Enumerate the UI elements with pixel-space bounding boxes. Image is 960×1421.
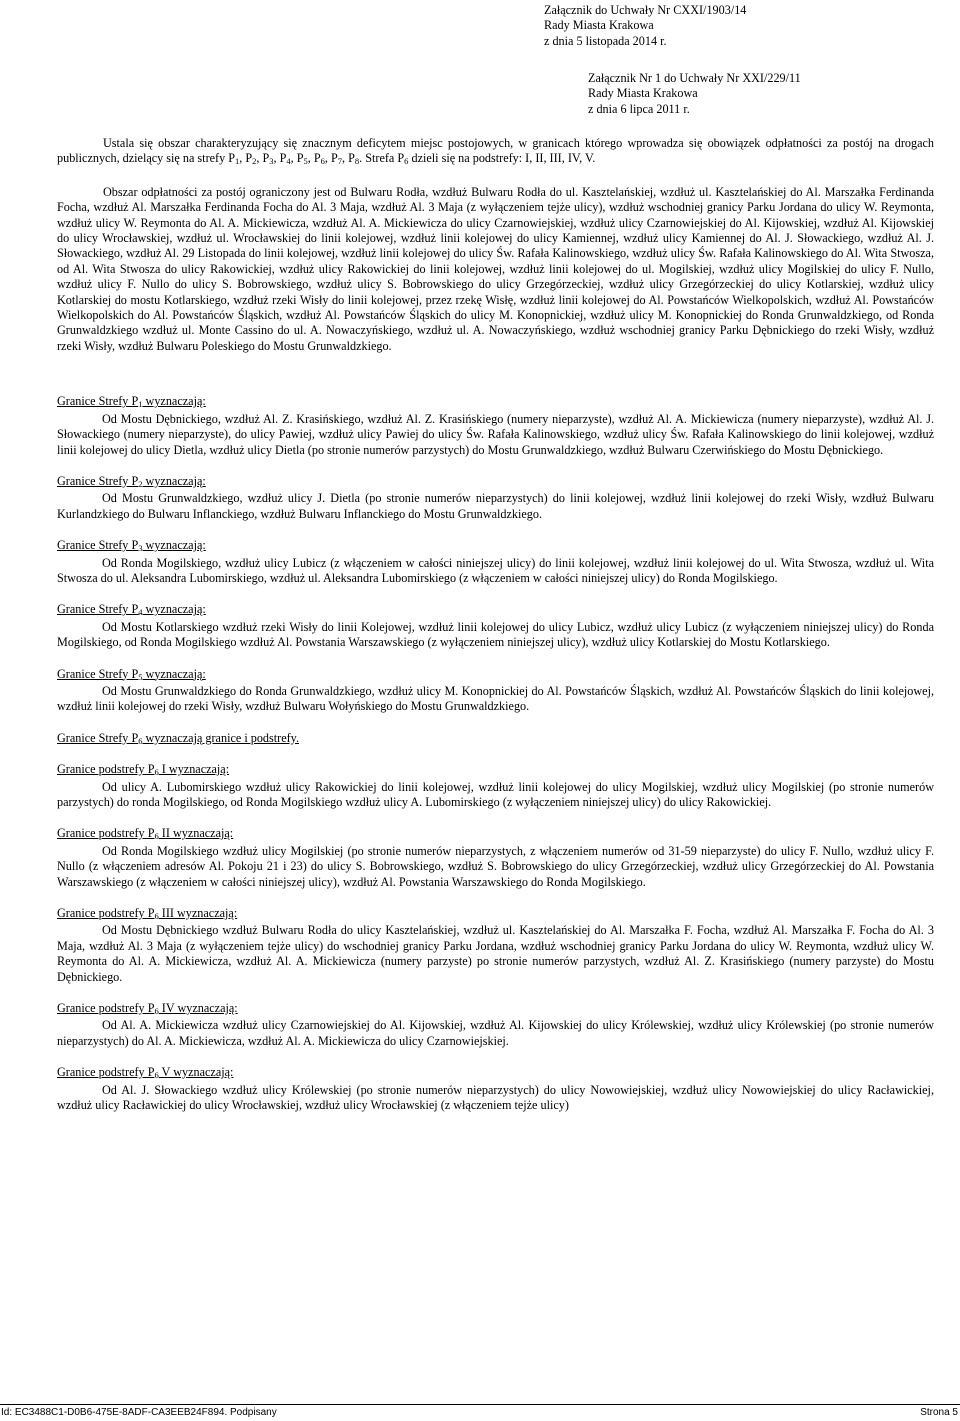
zone-section: [57, 602, 934, 650]
zone-heading: Granice podstrefy $P_6$ II wyznaczają:: [57, 826, 234, 842]
zone-boundary-text: Od Al. J. Słowackiego wzdłuż ulicy Królewskiej (po stronie numerów nieparzystych) do ulicy Nowowiejskiej, wzdłuż ulicy Nowowiejskiej do ulicy Racławickiej, wzdłuż ulicy Racławickiej do ulicy Wrocławskiej, wzdłuż ulicy Wrocławskiej (z włączeniem tejże ulicy): [57, 1082, 934, 1113]
zone-section: [57, 394, 934, 458]
page-number: Strona 5: [920, 1407, 958, 1418]
document-body: [57, 136, 934, 1130]
zone-section: [57, 762, 934, 810]
zone-boundary-text: Od Mostu Dębnickiego wzdłuż Bulwaru Rodła do ulicy Kasztelańskiej, wzdłuż ul. Kasztelańskiej do Al. Marszałka F. Focha, wzdłuż Al. Marszałka F. Focha do Al. 3 Maja, wzdłuż Al. 3 Maja (z wyłączeniem tejże ulicy) do wschodniej granicy Parku Jordana, wzdłuż wschodniej granicy Parku Jordana do ulicy W. Reymonta, wzdłuż ulicy W. Reymonta do Al. A. Mickiewicza, wzdłuż Al. A. Mickiewicza (numery parzyste) po stronie numerów parzystych, wzdłuż Al. Z. Krasińskiego (numery parzyste) do Mostu Dębnickiego.: [57, 923, 934, 984]
header-line: Załącznik Nr 1 do Uchwały Nr XXI/229/11: [588, 71, 801, 85]
header-line: Załącznik do Uchwały Nr CXXI/1903/14: [544, 3, 747, 17]
paid-zone-border-paragraph: Obszar odpłatności za postój ograniczony jest od Bulwaru Rodła, wzdłuż Bulwaru Rodła do ul. Kasztelańskiej, wzdłuż ul. Kasztelańskiej do Al. Marszałka Ferdinanda Focha, wzdłuż Al. Marszałka Ferdinanda Focha do Al. 3 Maja, wzdłuż Al. 3 Maja (z wyłączeniem tejże ulicy), wzdłuż wschodniej granicy Parku Jordana do ulicy W. Reymonta, wzdłuż ulicy W. Reymonta do Al. A. Mickiewicza, wzdłuż Al. A. Mickiewicza do ulicy Czarnowiejskiej, wzdłuż ulicy Czarnowiejskiej do Al. Kijowskiej, wzdłuż Al. Kijowskiej do ulicy Wrocławskiej, wzdłuż ul. Wrocławskiej do linii kolejowej, wzdłuż linii kolejowej do ulicy Kamiennej, wzdłuż ulicy Kamiennej do Al. J. Słowackiego, wzdłuż Al. J. Słowackiego, wzdłuż Al. 29 Listopada do linii kolejowej, wzdłuż linii kolejowej do ulicy Św. Rafała Kalinowskiego, wzdłuż ulicy Św. Rafała Kalinowskiego do Al. Wita Stwosza, od Al. Wita Stwosza do ulicy Rakowickiej, wzdłuż ulicy Rakowickiej do linii kolejowej, wzdłuż linii kolejowej do ul. Mogilskiej, wzdłuż ulicy Mogilskiej do ulicy F. Nullo, wzdłuż ulicy F. Nullo do ulicy S. Bobrowskiego, wzdłuż ulicy S. Bobrowskiego do ulicy Grzegórzeckiej, wzdłuż ulicy Grzegórzeckiej do ulicy Kotlarskiej, wzdłuż ulicy Kotlarskiej do mostu Kotlarskiego, wzdłuż rzeki Wisły do linii kolejowej, przez rzekę Wisłę, wzdłuż linii kolejowej do Al. Powstańców Wielkopolskich, wzdłuż Al. Powstańców Wielkopolskich do Al. Powstańców Śląskich, wzdłuż Al. Powstańców Śląskich do ulicy M. Konopnickiej, wzdłuż ulicy M. Konopnickiej do Ronda Grunwaldzkiego, od Ronda Grunwaldzkiego wzdłuż ul. Monte Cassino do ul. A. Nowaczyńskiego, wzdłuż ul. A. Nowaczyńskiego, wzdłuż wschodniej granicy Parku Dębnickiego do rzeki Wisły, wzdłuż rzeki Wisły, wzdłuż Bulwaru Poleskiego do Mostu Grunwaldzkiego.: [57, 184, 934, 353]
zone-section: [57, 538, 934, 586]
zone-boundary-text: Od Mostu Grunwaldzkiego, wzdłuż ulicy J. Dietla (po stronie numerów nieparzystych) do linii kolejowej, wzdłuż linii kolejowej do rzeki Wisły, wzdłuż Bulwaru Kurlandzkiego do Bulwaru Inflanckiego, wzdłuż Bulwaru Inflanckiego do Mostu Grunwaldzkiego.: [57, 491, 934, 521]
attachment-header: [544, 3, 746, 49]
zone-heading: Granice Strefy $P_3$ wyznaczają:: [57, 538, 206, 554]
zone-heading: Granice podstrefy $P_6$ III wyznaczają:: [57, 906, 238, 922]
zone-heading: Granice podstrefy $P_6$ IV wyznaczają:: [57, 1001, 238, 1017]
header-line: Rady Miasta Krakowa: [544, 18, 654, 33]
header-line: z dnia 5 listopada 2014 r.: [544, 33, 667, 48]
zone-section: [57, 906, 934, 985]
zone-heading: Granice Strefy $P_4$ wyznaczają:: [57, 602, 206, 618]
zone-section: [57, 731, 934, 746]
zone-sections: [57, 394, 934, 1113]
zone-section: [57, 1001, 934, 1049]
zone-heading: Granice podstrefy $P_6$ V wyznaczają:: [57, 1065, 234, 1081]
page-footer: [0, 1404, 960, 1421]
original-attachment-header: [588, 71, 801, 117]
zone-heading: Granice Strefy $P_1$ wyznaczają:: [57, 394, 206, 410]
header-line: z dnia 6 lipca 2011 r.: [588, 101, 690, 116]
zone-heading: Granice podstrefy $P_6$ I wyznaczają:: [57, 762, 230, 778]
document-id: Id: EC3488C1-D0B6-475E-8ADF-CA3EEB24F894. Podpisany: [1, 1407, 277, 1418]
zone-heading: Granice Strefy $P_5$ wyznaczają:: [57, 666, 206, 682]
zone-section: [57, 1065, 934, 1113]
zone-section: [57, 474, 934, 522]
zone-boundary-text: Od Ronda Mogilskiego, wzdłuż ulicy Lubicz (z włączeniem w całości niniejszej ulicy) do linii kolejowej, wzdłuż linii kolejowej do ul. Wita Stwosza, wzdłuż ul. Wita Stwosza do ul. Aleksandra Lubomirskiego, wzdłuż ul. Aleksandra Lubomirskiego (z włączeniem w całości niniejszej ulicy) do Ronda Mogilskiego.: [57, 555, 934, 585]
zone-boundary-text: Od ulicy A. Lubomirskiego wzdłuż ulicy Rakowickiej do linii kolejowej, wzdłuż linii kolejowej do ulicy Mogilskiej, wzdłuż ulicy Mogilskiej (po stronie numerów parzystych) do ronda Mogilskiego, od Ronda Mogilskiego wzdłuż ulicy A. Lubomirskiego (z wyłączeniem niniejszej ulicy) do ulicy Rakowickiej.: [57, 779, 934, 809]
zone-boundary-text: Od Mostu Grunwaldzkiego do Ronda Grunwaldzkiego, wzdłuż ulicy M. Konopnickiej do Al. Powstańców Śląskich, wzdłuż Al. Powstańców Śląskich do linii kolejowej, wzdłuż linii kolejowej do rzeki Wisły, wzdłuż Bulwaru Wołyńskiego do Mostu Grunwaldzkiego.: [57, 683, 934, 714]
header-line: Rady Miasta Krakowa: [588, 86, 698, 101]
zone-section: [57, 667, 934, 715]
intro-paragraph: Ustala się obszar charakteryzujący się znacznym deficytem miejsc postojowych, w granicach którego wprowadza się obowiązek odpłatności za postój na drogach publicznych, dzielący się na strefy $P_1$, $P_2$, $P_3$, $P_4$, $P_5$, $P_6$, $P_7$, $P_8$. Strefa $P_6$ dzieli się na podstrefy: I, II, III, IV, V.: [57, 136, 934, 167]
zone-heading: Granice Strefy $P_6$ wyznaczają granice i podstrefy.: [57, 730, 300, 746]
zone-boundary-text: Od Mostu Kotlarskiego wzdłuż rzeki Wisły do linii Kolejowej, wzdłuż linii kolejowej do ulicy Lubicz, wzdłuż ulicy Lubicz (z wyłączeniem niniejszej ulicy) do Ronda Mogilskiego, od Ronda Mogilskiego wzdłuż Al. Powstania Warszawskiego (z wyłączeniem niniejszej ulicy), wzdłuż ulicy Kotlarskiej do Mostu Kotlarskiego.: [57, 619, 934, 650]
zone-boundary-text: Od Ronda Mogilskiego wzdłuż ulicy Mogilskiej (po stronie numerów nieparzystych, z włączeniem numerów od 31-59 nieparzyste) do ulicy F. Nullo, wzdłuż ulicy F. Nullo (z włączeniem adresów Al. Pokoju 21 i 23) do ulicy S. Bobrowskiego, wzdłuż S. Bobrowskiego do ulicy Grzegórzeckiej, wzdłuż ulicy Grzegórzeckiej do Al. Powstania Warszawskiego (z włączeniem w całości niniejszej ulicy), wzdłuż Al. Powstania Warszawskiego do Ronda Mogilskiego.: [57, 843, 934, 889]
zone-heading: Granice Strefy $P_2$ wyznaczają:: [57, 473, 206, 489]
zone-boundary-text: Od Mostu Dębnickiego, wzdłuż Al. Z. Krasińskiego, wzdłuż Al. Z. Krasińskiego (numery nieparzyste), wzdłuż Al. A. Mickiewicza (numery nieparzyste), wzdłuż Al. J. Słowackiego (numery nieparzyste), do ulicy Pawiej, wzdłuż ulicy Pawiej do ulicy Św. Rafała Kalinowskiego, wzdłuż ulicy Św. Rafała Kalinowskiego do linii kolejowej, wzdłuż linii kolejowej do ulicy Dietla, wzdłuż ulicy Dietla (po stronie numerów parzystych) do Mostu Grunwaldzkiego, wzdłuż Bulwaru Czerwińskiego do Mostu Dębnickiego.: [57, 411, 934, 457]
zone-boundary-text: Od Al. A. Mickiewicza wzdłuż ulicy Czarnowiejskiej do Al. Kijowskiej, wzdłuż Al. Kijowskiej do ulicy Królewskiej, wzdłuż ulicy Królewskiej (po stronie numerów nieparzystych) do Al. A. Mickiewicza, wzdłuż Al. A. Mickiewicza do ulicy Czarnowiejskiej.: [57, 1018, 934, 1048]
zone-section: [57, 826, 934, 890]
